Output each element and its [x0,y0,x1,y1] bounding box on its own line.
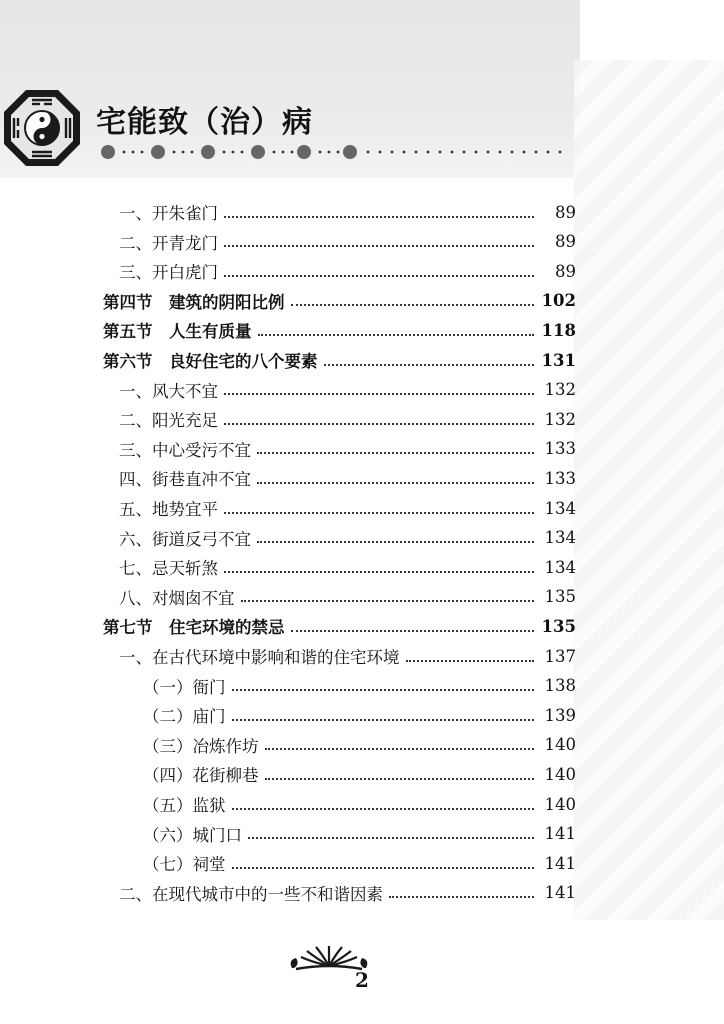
toc-page-number: 140 [544,735,576,755]
toc-page-number: 118 [541,320,576,340]
toc-entry [119,228,576,256]
toc-page-number: 134 [544,557,576,577]
toc-entry [143,820,576,848]
toc-page-number: 133 [544,439,576,459]
toc-leader-dots [265,777,535,780]
toc-leader-dots [257,481,534,484]
toc-entry [143,760,576,788]
toc-leader-dots [248,836,534,839]
toc-entry [119,257,576,285]
toc-page-number: 132 [544,409,576,429]
page-title: 宅能致（治）病 [96,105,313,140]
toc-page-number: 141 [544,853,576,873]
toc-section-entry [103,287,576,315]
toc-entry [119,435,576,463]
toc-leader-dots [224,392,534,395]
toc-entry-title: （五）监狱 [143,796,226,815]
toc-entry-title: 二、阳光充足 [119,411,218,431]
toc-leader-dots [232,866,535,869]
toc-entry-title: （六）城门口 [143,825,242,845]
toc-leader-dots [265,747,535,750]
toc-entry-title: 五、地势宜平 [119,500,218,519]
toc-leader-dots [224,215,534,218]
toc-page-number: 140 [544,794,576,814]
toc-page-number: 137 [544,646,576,666]
toc-leader-dots [232,688,535,691]
toc-entry-title: 第四节 建筑的阴阳比例 [103,292,285,312]
toc-entry-title: 一、开朱雀门 [119,204,218,223]
toc-entry-title: 二、开青龙门 [119,233,218,253]
toc-entry [143,849,576,877]
toc-entry-title: （四）花街柳巷 [143,766,259,786]
page-number: 2 [355,968,369,992]
toc-entry [143,701,576,729]
toc-page-number: 134 [544,528,576,548]
toc-section-entry [103,316,576,344]
toc-entry [119,494,576,522]
toc-page-number: 138 [544,676,576,696]
toc-leader-dots [232,718,535,721]
toc-entry-title: 四、街巷直冲不宜 [119,470,251,490]
toc-leader-dots [224,511,534,514]
toc-entry-title: 第五节 人生有质量 [103,322,252,342]
decorative-pattern [574,60,724,920]
toc-leader-dots [258,333,535,336]
toc-entry-title: 一、在古代环境中影响和谐的住宅环境 [119,648,400,667]
toc-entry-title: 七、忌天斩煞 [119,559,218,579]
bagua-yin-yang-icon [2,88,82,168]
toc-leader-dots [257,540,534,543]
toc-entry-title: 二、在现代城市中的一些不和谐因素 [119,884,383,904]
toc-leader-dots [224,422,534,425]
toc-entry [119,524,576,552]
toc-leader-dots [291,303,535,306]
toc-leader-dots [257,451,534,454]
toc-entry-title: 第七节 住宅环境的禁忌 [103,618,285,638]
toc-leader-dots [324,363,535,366]
toc-entry-title: （三）冶炼作坊 [143,736,259,756]
toc-entry [143,731,576,759]
toc-entry-title: 三、中心受污不宜 [119,440,251,460]
toc-page-number: 141 [544,824,576,844]
toc-entry [119,405,576,433]
toc-entry [119,879,576,907]
toc-page-number: 135 [541,616,576,636]
toc-entry [119,464,576,492]
toc-entry [119,553,576,581]
toc-page-number: 140 [544,764,576,784]
toc-page-number: 133 [544,468,576,488]
toc-entry-title: （一）衙门 [143,677,226,697]
toc-entry-title: 三、开白虎门 [119,263,218,283]
toc-entry-title: 六、街道反弓不宜 [119,529,251,549]
toc-entry-title: 第六节 良好住宅的八个要素 [103,352,318,371]
toc-entry-title: 一、风大不宜 [119,381,218,401]
toc-page-number: 89 [555,261,576,281]
toc-page-number: 102 [541,291,576,311]
toc-leader-dots [232,807,535,810]
toc-entry [119,376,576,404]
toc-page-number: 132 [544,380,576,400]
toc-page-number: 141 [544,883,576,903]
toc-entry-title: （二）庙门 [143,707,226,727]
toc-page-number: 89 [555,202,576,222]
toc-leader-dots [291,629,535,632]
toc-page-number: 89 [555,232,576,252]
toc-entry [119,642,576,670]
toc-section-entry [103,346,576,374]
toc-page-number: 139 [544,705,576,725]
toc-leader-dots [224,570,534,573]
toc-entry [143,672,576,700]
toc-leader-dots [406,659,535,662]
toc-page-number: 131 [541,350,576,370]
toc-section-entry [103,612,576,640]
toc-leader-dots [389,895,534,898]
toc-entry [119,198,576,226]
toc-entry [119,583,576,611]
toc-page-number: 134 [544,498,576,518]
toc-entry-title: （七）祠堂 [143,855,226,875]
toc-leader-dots [241,599,535,602]
toc-entry [143,790,576,818]
toc-entry-title: 八、对烟囱不宜 [119,588,235,608]
toc-leader-dots [224,274,534,277]
dot-divider [94,140,564,164]
toc-leader-dots [224,244,534,247]
toc-page-number: 135 [544,587,576,607]
